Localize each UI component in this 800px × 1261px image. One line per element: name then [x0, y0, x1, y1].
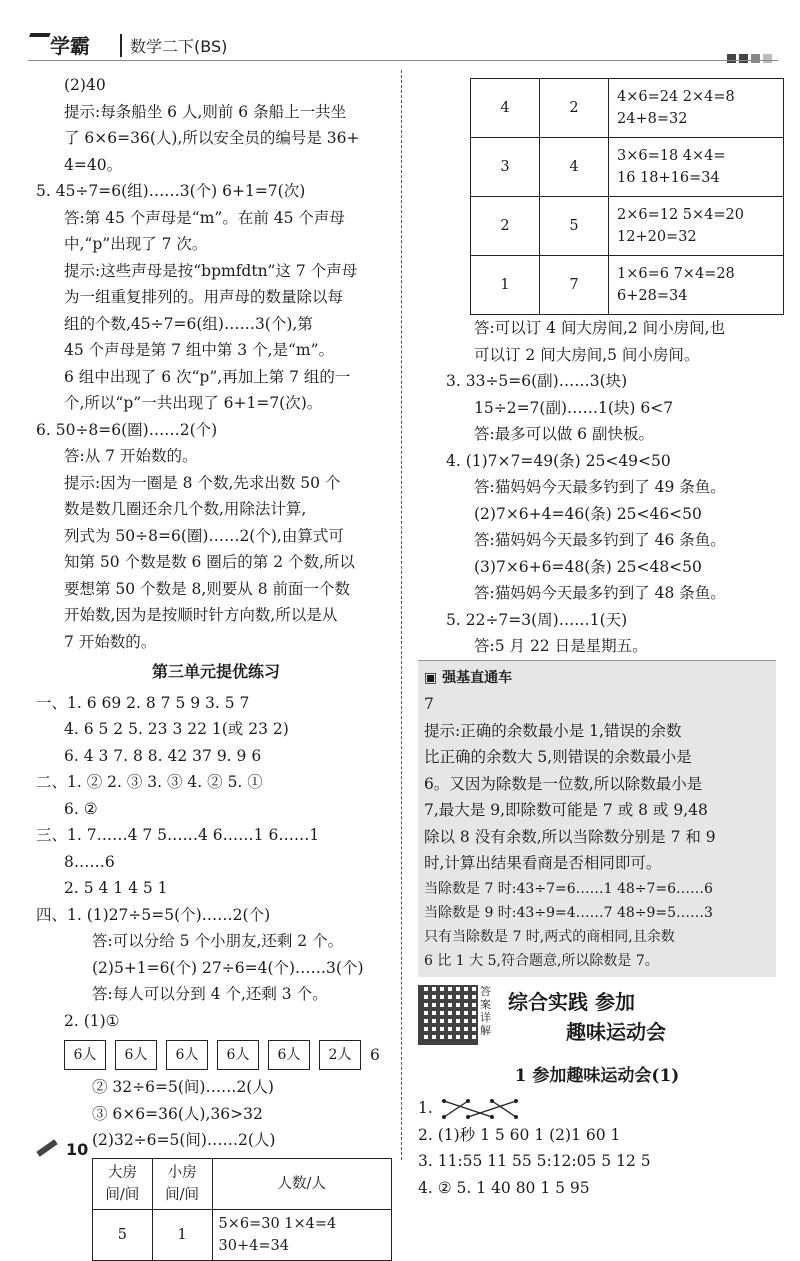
- challenge-panel: [418, 660, 776, 977]
- text-line: 四、1. (1)27÷5=5(个)……2(个): [36, 905, 271, 924]
- text-line: 45 个声母是第 7 组中第 3 个,是“m”。: [64, 341, 335, 359]
- column-divider: [401, 70, 402, 1160]
- panel-heading: ▣ 强基直通车: [424, 669, 513, 686]
- unit-title: 第三单元提优练习: [151, 662, 280, 681]
- text-line: 中,“p”出现了 7 次。: [64, 235, 208, 253]
- text-line: 7,最大是 9,即除数可能是 7 或 8 或 9,48: [424, 801, 708, 819]
- left-mid-lines: [36, 690, 396, 1035]
- text-line: 3. 33÷5=6(副)……3(块): [446, 372, 628, 390]
- text-line: 答:可以分给 5 个小朋友,还剩 2 个。: [92, 932, 344, 950]
- table-cell: 5×6=30 1×4=4 30+4=34: [212, 1209, 392, 1260]
- text-line: 数是数几圈还余几个数,用除法计算,: [64, 500, 307, 518]
- text-line: 2. (1)①: [64, 1011, 120, 1030]
- text-line: 要想第 50 个数是 8,则要从 8 前面一个数: [64, 579, 351, 598]
- text-line: 可以订 2 间大房间,5 间小房间。: [474, 345, 700, 364]
- text-line: 15÷2=7(副)……1(块) 6<7: [474, 398, 674, 417]
- book-title: 数学二下(BS): [120, 34, 227, 57]
- table-cell: 3: [471, 138, 540, 197]
- text-line: 7 开始数的。: [64, 632, 157, 651]
- text-line: 为一组重复排列的。用声母的数量除以每: [64, 288, 344, 306]
- text-line: 答:从 7 开始数的。: [64, 447, 198, 465]
- page-header: [28, 30, 778, 62]
- table-cell: 2: [471, 197, 540, 256]
- brand-logo: [28, 30, 90, 59]
- table-row: [93, 1209, 392, 1260]
- matching-line: 1.: [418, 1095, 776, 1122]
- text-line: 答:猫妈妈今天最多钓到了 46 条鱼。: [474, 531, 726, 549]
- text-line: 6 组中出现了 6 次“p”,再加上第 7 组的一: [64, 367, 351, 386]
- text-line: 5. 22÷7=3(周)……1(天): [446, 610, 628, 629]
- text-line: 6。又因为除数是一位数,所以除数最小是: [424, 774, 703, 793]
- table-cell: 5: [93, 1209, 153, 1260]
- decorative-squares: [724, 48, 772, 67]
- table-cell: 4: [471, 79, 540, 138]
- boxes-tail: 6: [370, 1045, 380, 1064]
- text-line: ③ 6×6=36(人),36>32: [92, 1104, 263, 1123]
- text-line: 2. (1)秒 1 5 60 1 (2)1 60 1: [418, 1125, 621, 1144]
- text-line: 6. ②: [64, 799, 98, 818]
- table-cell: 7: [540, 256, 609, 315]
- people-box: 6人: [115, 1040, 157, 1070]
- text-line: 4. (1)7×7=49(条) 25<49<50: [446, 451, 671, 470]
- text-line: 2. 5 4 1 4 5 1: [64, 879, 168, 897]
- text-line: 个,所以“p”一共出现了 6+1=7(次)。: [64, 394, 323, 412]
- pencil-icon: [36, 1139, 57, 1157]
- text-line: 6. 50÷8=6(圈)……2(个): [36, 420, 218, 439]
- table-cell: 3×6=18 4×4= 16 18+16=34: [609, 138, 784, 197]
- header-rule: [28, 60, 778, 61]
- table-header-cell: 小房 间/间: [152, 1158, 212, 1209]
- text-line: (2)32÷6=5(间)……2(人): [92, 1131, 276, 1149]
- text-line: 时,计算出结果看商是否相同即可。: [424, 854, 662, 872]
- text-line: 5. 45÷7=6(组)……3(个) 6+1=7(次): [36, 182, 306, 200]
- right-top-lines: [418, 315, 776, 660]
- text-line: 二、1. ② 2. ③ 3. ③ 4. ② 5. ①: [36, 773, 263, 791]
- table-cell: 5: [540, 197, 609, 256]
- text-line: 4. 6 5 2 5. 23 3 22 1(或 23 2): [64, 720, 289, 738]
- text-line: 提示:因为一圈是 8 个数,先求出数 50 个: [64, 473, 341, 492]
- table-header-cell: 人数/人: [212, 1158, 392, 1209]
- people-box: 6人: [64, 1040, 106, 1070]
- text-line: 提示:每条船坐 6 人,则前 6 条船上一共坐: [64, 102, 347, 121]
- people-box: 2人: [319, 1040, 361, 1070]
- text-line: 答:最多可以做 6 副快板。: [474, 425, 654, 443]
- table-cell: 4×6=24 2×4=8 24+8=32: [609, 79, 784, 138]
- table-row: [471, 197, 784, 256]
- left-top-lines: [36, 72, 396, 655]
- text-line: 答:猫妈妈今天最多钓到了 49 条鱼。: [474, 478, 726, 496]
- panel-lines: [424, 691, 770, 877]
- text-line: (2)40: [64, 76, 106, 94]
- graduation-cap-icon: [25, 33, 50, 47]
- left-room-table: [92, 1158, 392, 1261]
- text-line: 开始数,因为是按顺时针方向数,所以是从: [64, 606, 338, 624]
- text-line: 答:可以订 4 间大房间,2 间小房间,也: [474, 319, 726, 337]
- people-box: 6人: [268, 1040, 310, 1070]
- page-footer: [36, 1140, 88, 1159]
- text-line: (3)7×6+6=48(条) 25<48<50: [474, 557, 702, 576]
- text-line: 只有当除数是 7 时,两式的商相同,且余数: [424, 928, 675, 945]
- panel-small-lines: [424, 877, 770, 973]
- section-header: [418, 985, 776, 1055]
- table-row: [471, 79, 784, 138]
- table-cell: 4: [540, 138, 609, 197]
- table-cell: 2×6=12 5×4=20 12+20=32: [609, 197, 784, 256]
- text-line: 8……6: [64, 852, 115, 871]
- text-line: 答:每人可以分到 4 个,还剩 3 个。: [92, 985, 328, 1003]
- text-line: (2)7×6+4=46(条) 25<46<50: [474, 504, 702, 523]
- text-line: 比正确的余数大 5,则错误的余数最小是: [424, 748, 692, 766]
- text-line: ② 32÷6=5(间)……2(人): [92, 1078, 274, 1096]
- text-line: 3. 11:55 11 55 5:12:05 5 12 5: [418, 1152, 651, 1170]
- qr-note: 答案详解: [480, 984, 491, 1037]
- qr-code-icon[interactable]: [418, 985, 478, 1045]
- text-line: 6 比 1 大 5,符合题意,所以除数是 7。: [424, 952, 659, 969]
- text-line: 知第 50 个数是数 6 圈后的第 2 个数,所以: [64, 553, 355, 571]
- text-line: 列式为 50÷8=6(圈)……2(个),由算式可: [64, 526, 344, 545]
- text-line: 组的个数,45÷7=6(组)……3(个),第: [64, 314, 313, 333]
- table-header-cell: 大房 间/间: [93, 1158, 153, 1209]
- left-column: [36, 72, 396, 1261]
- lesson-title: 1 参加趣味运动会(1): [514, 1065, 680, 1086]
- brand-name: 学霸: [50, 34, 90, 58]
- text-line: 除以 8 没有余数,所以当除数分别是 7 和 9: [424, 827, 716, 846]
- text-line: (2)5+1=6(个) 27÷6=4(个)……3(个): [92, 958, 364, 977]
- left-after-lines: [36, 1074, 396, 1154]
- text-line: 答:第 45 个声母是“m”。在前 45 个声母: [64, 208, 345, 227]
- table-row: [471, 256, 784, 315]
- text-line: 7: [424, 695, 434, 713]
- text-line: 提示:正确的余数最小是 1,错误的余数: [424, 721, 682, 740]
- people-box: 6人: [166, 1040, 208, 1070]
- table-cell: 1: [471, 256, 540, 315]
- right-column: [418, 78, 776, 1201]
- section-title: 综合实践 参加: [508, 989, 635, 1014]
- text-line: 一、1. 6 69 2. 8 7 5 9 3. 5 7: [36, 693, 250, 712]
- table-row: [471, 138, 784, 197]
- text-line: 4. ② 5. 1 40 80 1 5 95: [418, 1178, 590, 1197]
- table-cell: 2: [540, 79, 609, 138]
- text-line: 当除数是 7 时:43÷7=6……1 48÷7=6……6: [424, 880, 713, 897]
- text-line: 4=40。: [64, 155, 123, 174]
- right-bottom-lines: [418, 1122, 776, 1202]
- text-line: 答:5 月 22 日是星期五。: [474, 637, 648, 655]
- text-line: 6. 4 3 7. 8 8. 42 37 9. 9 6: [64, 746, 262, 765]
- table-cell: 1: [152, 1209, 212, 1260]
- text-line: 三、1. 7……4 7 5……4 6……1 6……1: [36, 826, 320, 844]
- text-line: 答:猫妈妈今天最多钓到了 48 条鱼。: [474, 584, 726, 602]
- people-box: 6人: [217, 1040, 259, 1070]
- page-number: 10: [66, 1140, 89, 1159]
- text-line: 当除数是 9 时:43÷9=4……7 48÷9=5……3: [424, 904, 713, 921]
- text-line: 了 6×6=36(人),所以安全员的编号是 36+: [64, 129, 360, 147]
- right-room-table: [470, 78, 784, 315]
- text-line: 提示:这些声母是按“bpmfdtn”这 7 个声母: [64, 261, 358, 280]
- matching-lines-icon: [438, 1097, 528, 1121]
- people-boxes: [64, 1040, 396, 1070]
- section-subtitle: 趣味运动会: [566, 1019, 666, 1044]
- table-cell: 1×6=6 7×4=28 6+28=34: [609, 256, 784, 315]
